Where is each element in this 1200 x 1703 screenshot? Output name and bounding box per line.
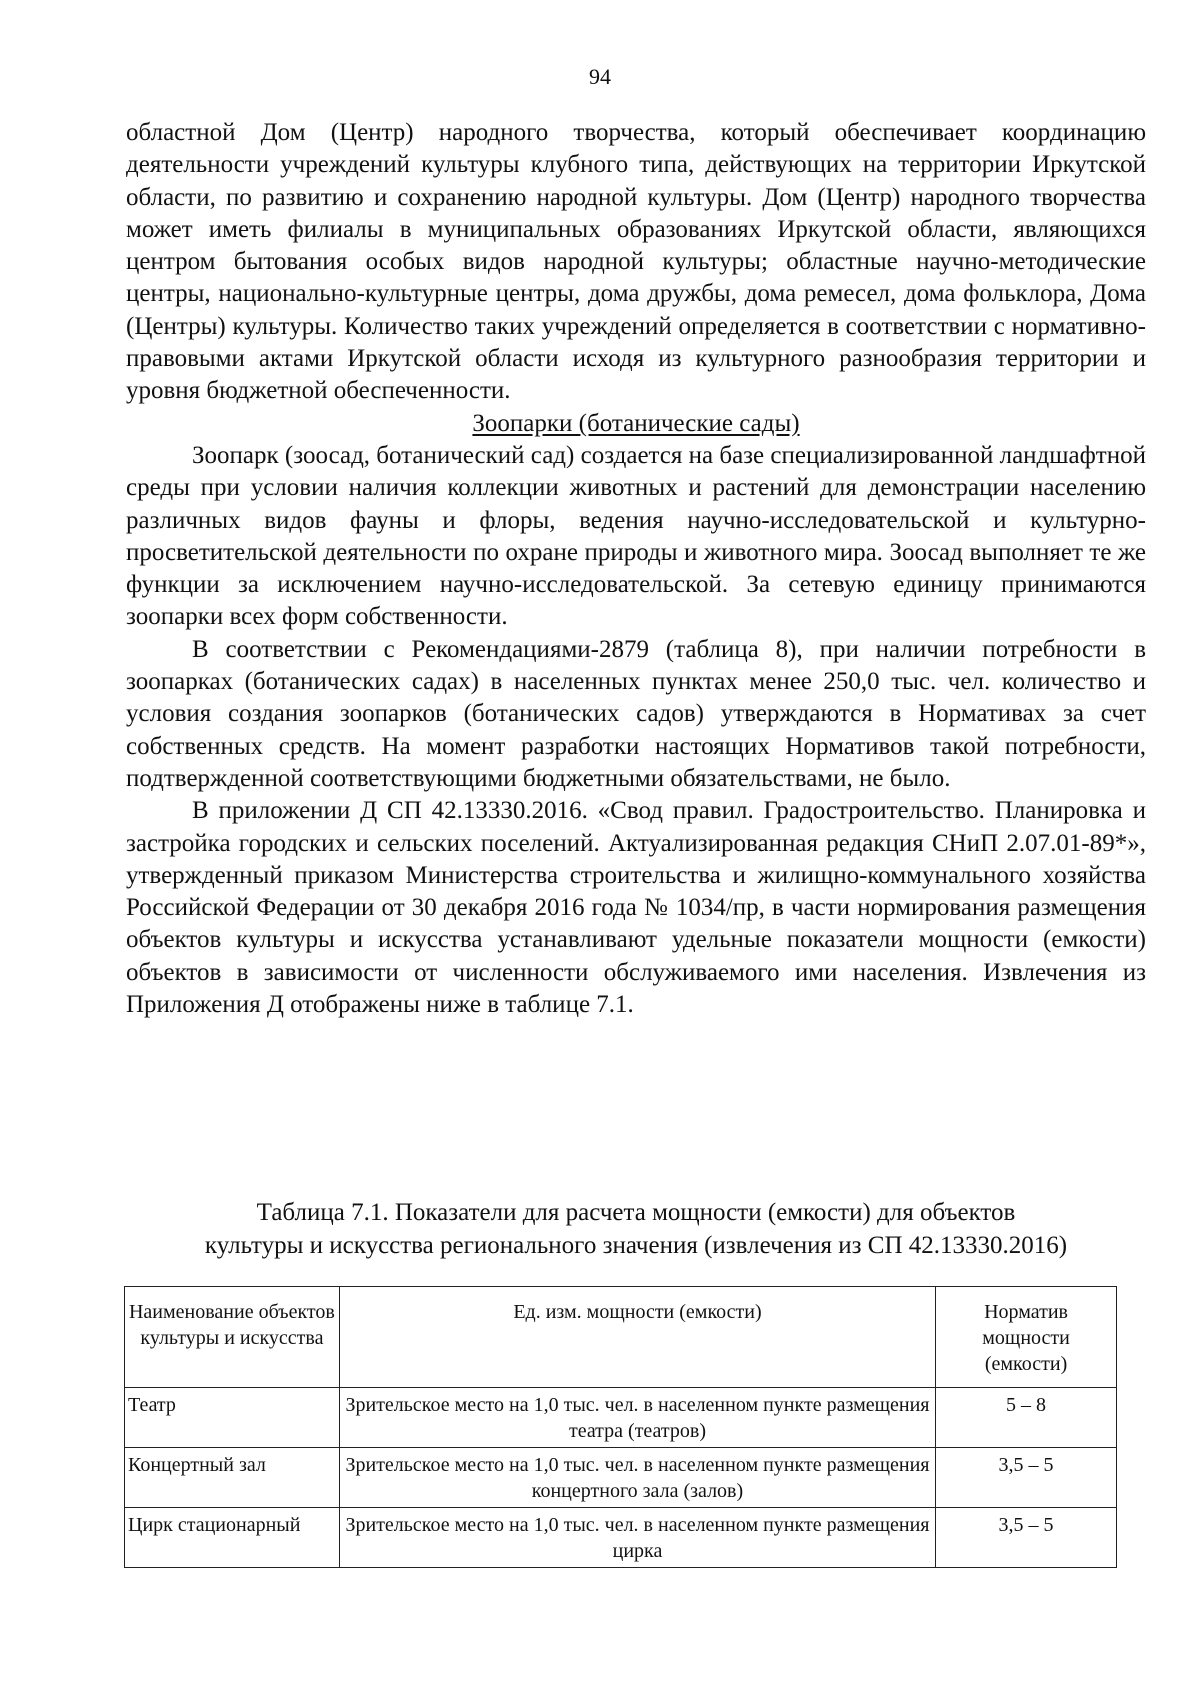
- cell-object-name: Концертный зал: [125, 1448, 340, 1508]
- table-row: [125, 1388, 1117, 1448]
- header-capacity-norm: Норматив мощности (емкости): [936, 1287, 1117, 1388]
- cell-capacity-norm: 3,5 – 5: [936, 1508, 1117, 1568]
- paragraph-appendix-d: В приложении Д СП 42.13330.2016. «Свод правил. Градостроительство. Планировка и застройка городских и сельских поселений. Актуализированная редакция СНиП 2.07.01-89*», утвержденный приказом Министерства строительства и жилищно-коммунального хозяйства Российской Федерации от 30 декабря 2016 года № 1034/пр, в части нормирования размещения объектов культуры и искусства устанавливают удельные показатели мощности (емкости) объектов в зависимости от численности обслуживаемого ими населения. Извлечения из Приложения Д отображены ниже в таблице 7.1.: [126, 797, 1146, 1019]
- paragraph-intro-continuation: областной Дом (Центр) народного творчества, который обеспечивает координацию деятельности учреждений культуры клубного типа, действующих на территории Иркутской области, по развитию и сохранению народной культуры. Дом (Центр) народного творчества может иметь филиалы в муниципальных образованиях Иркутской области, являющихся центром бытования особых видов народной культуры; областные научно-методические центры, национально-культурные центры, дома дружбы, дома ремесел, дома фольклора, Дома (Центры) культуры. Количество таких учреждений определяется в соответствии с нормативно-правовыми актами Иркутской области исходя из культурного разнообразия территории и уровня бюджетной обеспеченности.: [126, 119, 1146, 405]
- paragraph-zoo-definition: Зоопарк (зоосад, ботанический сад) создается на базе специализированной ландшафтной среды при условии наличия коллекции животных и растений для демонстрации населению различных видов фауны и флоры, ведения научно-исследовательской и культурно-просветительской деятельности по охране природы и животного мира. Зоосад выполняет те же функции за исключением научно-исследовательской. За сетевую единицу принимаются зоопарки всех форм собственности.: [126, 441, 1146, 631]
- header-capacity-unit: Ед. изм. мощности (емкости): [339, 1287, 935, 1388]
- cell-object-name: Театр: [125, 1388, 340, 1448]
- cell-capacity-norm: 3,5 – 5: [936, 1448, 1117, 1508]
- table-caption: [126, 1196, 1146, 1262]
- table-header-row: [125, 1287, 1117, 1388]
- cell-capacity-norm: 5 – 8: [936, 1388, 1117, 1448]
- cell-capacity-unit: Зрительское место на 1,0 тыс. чел. в населенном пункте размещения театра (театров): [339, 1388, 935, 1448]
- page-number: 94: [589, 64, 611, 89]
- section-heading-zoos: Зоопарки (ботанические сады): [472, 409, 800, 437]
- body-text: [126, 117, 1146, 1021]
- paragraph-recommendations: В соответствии с Рекомендациями-2879 (таблица 8), при наличии потребности в зоопарках (ботанических садах) в населенных пунктах менее 250,0 тыс. чел. количество и условия создания зоопарков (ботанических садов) утверждаются в Нормативах за счет собственных средств. На момент разработки настоящих Нормативов такой потребности, подтвержденной соответствующими бюджетными обязательствами, не было.: [126, 635, 1146, 792]
- table-caption-line-1: Таблица 7.1. Показатели для расчета мощности (емкости) для объектов: [256, 1199, 1016, 1226]
- table-row: [125, 1508, 1117, 1568]
- cell-capacity-unit: Зрительское место на 1,0 тыс. чел. в населенном пункте размещения концертного зала (залов): [339, 1448, 935, 1508]
- cell-capacity-unit: Зрительское место на 1,0 тыс. чел. в населенном пункте размещения цирка: [339, 1508, 935, 1568]
- header-object-name: Наименование объектов культуры и искусства: [125, 1287, 340, 1388]
- table-caption-line-2: культуры и искусства регионального значения (извлечения из СП 42.13330.2016): [204, 1232, 1068, 1259]
- culture-capacity-table: [124, 1286, 1117, 1568]
- cell-object-name: Цирк стационарный: [125, 1508, 340, 1568]
- table-row: [125, 1448, 1117, 1508]
